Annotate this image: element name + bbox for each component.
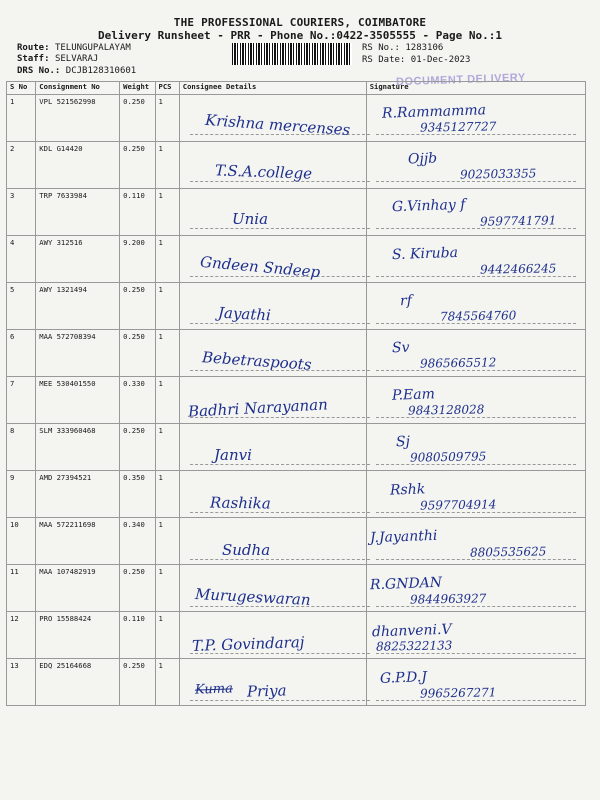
table-row — [7, 471, 586, 518]
dashed-line — [376, 653, 576, 654]
staff-label: Staff: — [17, 54, 50, 64]
consignment-cell: SLM 333960468 — [36, 424, 120, 471]
consignee-name-handwritten: Krishna mercenses — [204, 110, 351, 140]
sno-cell: 2 — [7, 142, 36, 189]
pcs-cell: 1 — [155, 424, 179, 471]
weight-cell: 0.250 — [120, 95, 155, 142]
weight-cell: 0.110 — [120, 189, 155, 236]
signature-handwritten: G.P.D.J — [379, 669, 428, 688]
col-consignee-header: Consignee Details — [179, 82, 366, 95]
runsheet-subtitle: Delivery Runsheet - PRR - Phone No.:0422-3505555 - Page No.:1 — [98, 29, 502, 42]
consignee-cell — [179, 518, 366, 565]
drs-value: DCJB128310601 — [65, 66, 137, 76]
pcs-cell: 1 — [155, 330, 179, 377]
pcs-cell: 1 — [155, 377, 179, 424]
weight-cell: 9.200 — [120, 236, 155, 283]
dashed-line — [376, 700, 576, 701]
dashed-line — [376, 417, 576, 418]
pcs-cell: 1 — [155, 95, 179, 142]
dashed-line — [376, 512, 576, 513]
route-line — [17, 43, 131, 53]
pcs-cell: 1 — [155, 659, 179, 706]
signature-handwritten: dhanveni.V — [371, 621, 452, 641]
consignment-cell: MAA 572211698 — [36, 518, 120, 565]
consignee-name-handwritten: T.P. Govindaraj — [191, 633, 305, 656]
rs-date-label: RS Date: — [362, 55, 406, 65]
consignee-name-handwritten: Priya — [246, 681, 287, 702]
consignment-cell: MEE 530401550 — [36, 377, 120, 424]
signature-handwritten: Sv — [391, 339, 410, 357]
phone-handwritten: 9965267271 — [419, 685, 497, 702]
weight-cell: 0.250 — [120, 330, 155, 377]
col-weight-header: Weight — [120, 82, 155, 95]
signature-handwritten: Rshk — [389, 480, 426, 499]
consignee-name-handwritten: T.S.A.college — [214, 161, 313, 183]
drs-label: DRS No.: — [17, 66, 61, 76]
weight-cell: 0.250 — [120, 659, 155, 706]
sno-cell: 11 — [7, 565, 36, 612]
weight-cell: 0.350 — [120, 471, 155, 518]
company-title: THE PROFESSIONAL COURIERS, COIMBATORE — [173, 16, 427, 29]
rs-date-value: 01-Dec-2023 — [410, 55, 471, 65]
sno-cell: 7 — [7, 377, 36, 424]
signature-handwritten: Ojjb — [407, 150, 438, 168]
phone-handwritten: 9080509795 — [409, 449, 487, 466]
weight-cell: 0.250 — [120, 565, 155, 612]
consignee-name-handwritten: Jayathi — [217, 303, 272, 325]
signature-handwritten: Sj — [395, 434, 411, 451]
sno-cell: 5 — [7, 283, 36, 330]
consignee-name-handwritten: Gndeen Sndeep — [199, 252, 321, 281]
consignee-cell — [179, 471, 366, 518]
route-value: TELUNGUPALAYAM — [54, 43, 131, 53]
pcs-cell: 1 — [155, 142, 179, 189]
pcs-cell: 1 — [155, 565, 179, 612]
dashed-line — [190, 323, 370, 324]
phone-handwritten: 9442466245 — [479, 260, 557, 277]
delivery-stamp: DOCUMENT DELIVERY — [395, 71, 526, 89]
sno-cell: 1 — [7, 95, 36, 142]
consignment-cell: MAA 107482919 — [36, 565, 120, 612]
phone-handwritten: 9597741791 — [479, 213, 557, 230]
dashed-line — [190, 512, 370, 513]
sno-cell: 3 — [7, 189, 36, 236]
dashed-line — [376, 228, 576, 229]
rs-no-label: RS No.: — [362, 43, 400, 53]
consignee-name-handwritten: Sudha — [222, 540, 271, 559]
consignment-cell: EDQ 25164668 — [36, 659, 120, 706]
rs-no-line — [362, 43, 443, 53]
signature-handwritten: R.GNDAN — [369, 574, 443, 594]
consignee-name-handwritten: Rashika — [209, 493, 271, 513]
phone-handwritten: 9345127727 — [419, 119, 497, 135]
consignment-cell: PRO 15588424 — [36, 612, 120, 659]
pcs-cell: 1 — [155, 236, 179, 283]
consignee-name-handwritten: Bebetraspoots — [201, 348, 313, 374]
signature-handwritten: J.Jayanthi — [369, 527, 438, 546]
sno-cell: 8 — [7, 424, 36, 471]
phone-handwritten: 9865665512 — [419, 355, 497, 371]
consignee-name-handwritten: Murugeswaran — [194, 584, 311, 610]
phone-handwritten: 9843128028 — [407, 402, 485, 418]
dashed-line — [376, 464, 576, 465]
col-consignment-header: Consignment No — [36, 82, 120, 95]
weight-cell: 0.250 — [120, 283, 155, 330]
weight-cell: 0.110 — [120, 612, 155, 659]
rs-date-line — [362, 55, 470, 65]
pcs-cell: 1 — [155, 189, 179, 236]
dashed-line — [190, 228, 370, 229]
col-sno-header: S No — [7, 82, 36, 95]
consignment-cell: MAA 572708394 — [36, 330, 120, 377]
dashed-line — [376, 606, 576, 607]
phone-handwritten: 8805535625 — [469, 544, 547, 560]
sno-cell: 9 — [7, 471, 36, 518]
struck-name: Kuma — [194, 681, 234, 699]
pcs-cell: 1 — [155, 612, 179, 659]
weight-cell: 0.250 — [120, 424, 155, 471]
staff-line — [17, 54, 98, 64]
phone-handwritten: 9597704914 — [419, 496, 497, 513]
weight-cell: 0.330 — [120, 377, 155, 424]
col-signature-header: Signature — [366, 82, 585, 95]
rs-no-value: 1283106 — [405, 43, 444, 53]
dashed-line — [190, 700, 370, 701]
phone-handwritten: 8825322133 — [375, 638, 453, 654]
dashed-line — [190, 559, 370, 560]
table-row — [7, 659, 586, 706]
weight-cell: 0.250 — [120, 142, 155, 189]
table-header-row — [7, 82, 586, 95]
phone-handwritten: 7845564760 — [439, 308, 517, 324]
sno-cell: 10 — [7, 518, 36, 565]
col-pcs-header: PCS — [155, 82, 179, 95]
consignment-cell: VPL 521562998 — [36, 95, 120, 142]
phone-handwritten: 9844963927 — [409, 591, 487, 607]
consignee-name-handwritten: Badhri Narayanan — [187, 395, 329, 421]
signature-handwritten: rf — [399, 292, 413, 309]
consignee-name-handwritten: Janvi — [214, 446, 252, 465]
signature-handwritten: S. Kiruba — [391, 244, 459, 263]
consignee-name-handwritten: Unia — [232, 210, 269, 229]
sno-cell: 4 — [7, 236, 36, 283]
staff-value: SELVARAJ — [54, 54, 99, 64]
sno-cell: 12 — [7, 612, 36, 659]
consignment-cell: AWY 312516 — [36, 236, 120, 283]
route-label: Route: — [17, 43, 50, 53]
drs-line — [17, 66, 136, 76]
dashed-line — [376, 370, 576, 371]
consignment-cell: TRP 7633984 — [36, 189, 120, 236]
sno-cell: 13 — [7, 659, 36, 706]
pcs-cell: 1 — [155, 283, 179, 330]
signature-handwritten: R.Rammamma — [381, 102, 487, 122]
dashed-line — [190, 464, 370, 465]
signature-handwritten: P.Eam — [391, 386, 436, 404]
signature-handwritten: G.Vinhay f — [391, 197, 466, 216]
barcode — [232, 43, 352, 65]
sno-cell: 6 — [7, 330, 36, 377]
dashed-line — [376, 134, 576, 135]
weight-cell: 0.340 — [120, 518, 155, 565]
consignment-cell: KDL G14420 — [36, 142, 120, 189]
consignment-cell: AWY 1321494 — [36, 283, 120, 330]
consignment-cell: AMD 27394521 — [36, 471, 120, 518]
phone-handwritten: 9025033355 — [459, 166, 537, 182]
dashed-line — [376, 276, 576, 277]
pcs-cell: 1 — [155, 471, 179, 518]
pcs-cell: 1 — [155, 518, 179, 565]
